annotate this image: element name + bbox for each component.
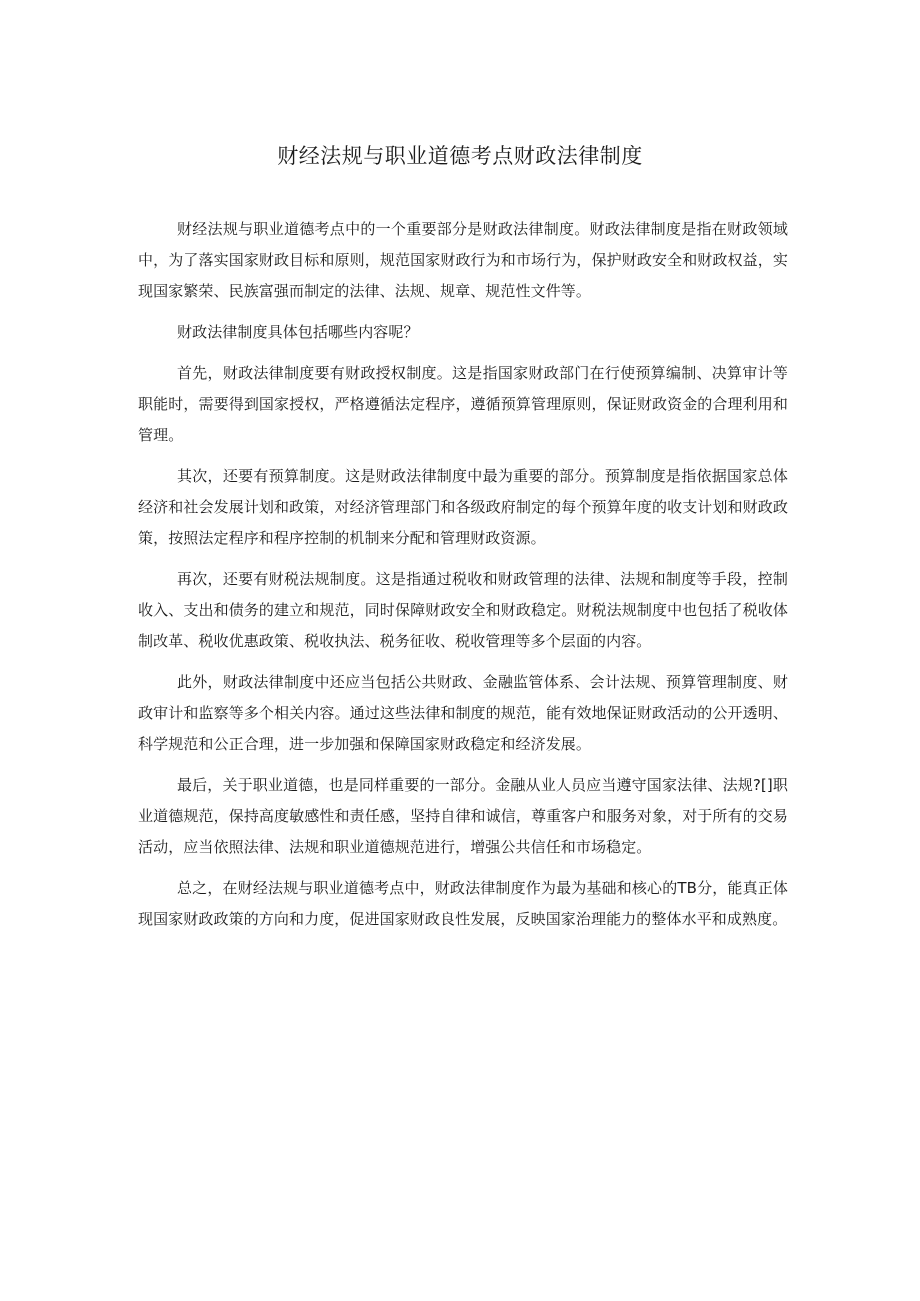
paragraph-first: 首先，财政法律制度要有财政授权制度。这是指国家财政部门在行使预算编制、决算审计等职能时，需要得到国家授权，严格遵循法定程序，遵循预算管理原则，保证财政资金的合理利用和管理。 (138, 364, 788, 444)
document-title: 财经法规与职业道德考点财政法律制度 (277, 144, 643, 168)
paragraph-additionally: 此外，财政法律制度中还应当包括公共财政、金融监管体系、会计法规、预算管理制度、财政审计和监察等多个相关内容。通过这些法律和制度的规范，能有效地保证财政活动的公开透明、科学规范和公正合理，进一步加强和保障国家财政稳定和经济发展。 (138, 673, 788, 753)
paragraph-third: 再次，还要有财税法规制度。这是指通过税收和财政管理的法律、法规和制度等手段，控制收入、支出和债务的建立和规范，同时保障财政安全和财政稳定。财税法规制度中也包括了税收体制改革、税收优惠政策、税收执法、税务征收、税收管理等多个层面的内容。 (138, 570, 788, 650)
paragraph-intro: 财经法规与职业道德考点中的一个重要部分是财政法律制度。财政法律制度是指在财政领域中，为了落实国家财政目标和原则，规范国家财政行为和市场行为，保护财政安全和财政权益，实现国家繁荣、民族富强而制定的法律、法规、规章、规范性文件等。 (138, 220, 788, 300)
paragraph-finally: 最后，关于职业道德，也是同样重要的一部分。金融从业人员应当遵守国家法律、法规?[]职业道德规范，保持高度敏感性和责任感，坚持自律和诚信，尊重客户和服务对象，对于所有的交易活动，应当依照法律、法规和职业道德规范进行，增强公共信任和市场稳定。 (138, 776, 788, 856)
paragraph-conclusion: 总之，在财经法规与职业道德考点中，财政法律制度作为最为基础和核心的TB分，能真正体现国家财政政策的方向和力度，促进国家财政良性发展，反映国家治理能力的整体水平和成熟度。 (138, 879, 788, 928)
paragraph-question: 财政法律制度具体包括哪些内容呢？ (177, 323, 419, 341)
paragraph-second: 其次，还要有预算制度。这是财政法律制度中最为重要的部分。预算制度是指依据国家总体经济和社会发展计划和政策，对经济管理部门和各级政府制定的每个预算年度的收支计划和财政政策，按照法定程序和程序控制的机制来分配和管理财政资源。 (138, 467, 788, 547)
document-body (138, 214, 788, 945)
